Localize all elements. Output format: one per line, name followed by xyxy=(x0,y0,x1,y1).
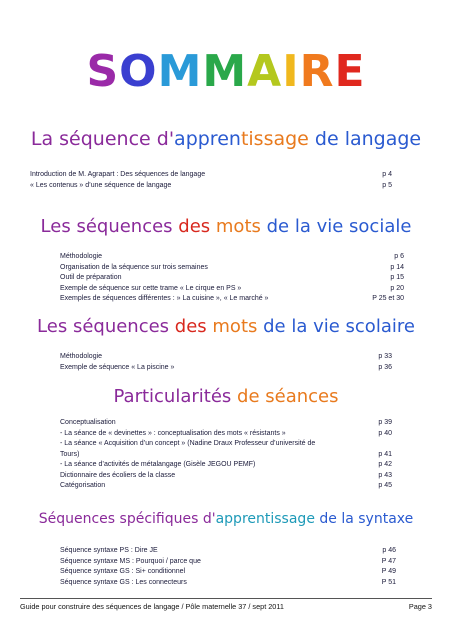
title-letter: M xyxy=(157,46,203,97)
toc-entry-title: Outil de préparation xyxy=(60,274,122,281)
toc-entry[interactable] xyxy=(60,263,404,274)
toc-entry[interactable] xyxy=(60,418,392,429)
toc-entry-page: p 43 xyxy=(378,471,392,479)
toc-entry-page: P 51 xyxy=(381,578,396,586)
heading-part: Particularités xyxy=(113,386,238,407)
toc-entry-title: Exemples de séquences différentes : » La cuisine », « Le marché » xyxy=(60,295,269,302)
section-heading-langage xyxy=(0,130,452,149)
toc-entry-page: p 36 xyxy=(378,363,392,371)
toc-section-vie-sociale xyxy=(60,252,404,305)
toc-entry-title: Exemple de séquence « La piscine » xyxy=(60,363,175,371)
heading-part: des xyxy=(174,316,213,337)
toc-entry-page: p 42 xyxy=(378,461,392,468)
toc-entry[interactable] xyxy=(60,471,392,482)
toc-entry-page: p 5 xyxy=(382,181,392,189)
toc-entry[interactable] xyxy=(60,460,392,471)
toc-entry[interactable] xyxy=(60,439,392,450)
toc-entry-page: p 4 xyxy=(382,171,392,178)
toc-entry-title: Exemple de séquence sur cette trame « Le cirque en PS » xyxy=(60,284,242,292)
toc-entry-title: - La séance de « devinettes » : conceptualisation des mots « résistants » xyxy=(60,429,286,437)
toc-entry[interactable] xyxy=(60,284,404,295)
toc-entry-page: p 33 xyxy=(378,353,392,360)
toc-entry[interactable] xyxy=(30,170,392,181)
toc-entry-title: « Les contenus » d’une séquence de langage xyxy=(30,181,172,189)
footer-text: Guide pour construire des séquences de langage / Pôle maternelle 37 / sept 2011 xyxy=(20,602,284,611)
toc-entry[interactable] xyxy=(60,578,396,589)
title-letter: S xyxy=(86,46,120,97)
toc-entry[interactable] xyxy=(60,352,392,363)
toc-entry[interactable] xyxy=(60,546,396,557)
heading-part: Séquences spécifiques d' xyxy=(38,511,216,527)
toc-entry-page: p 14 xyxy=(390,263,404,271)
toc-entry-page: p 20 xyxy=(390,284,404,292)
title-letter: E xyxy=(334,46,366,97)
heading-part: de séances xyxy=(237,386,339,407)
toc-section-syntaxe xyxy=(60,546,396,588)
heading-part: de la vie scolaire xyxy=(263,316,415,337)
toc-section-vie-scolaire xyxy=(60,352,392,373)
toc-entry[interactable] xyxy=(60,294,404,305)
toc-entry-title: Séquence syntaxe MS : Pourquoi / parce que xyxy=(60,557,201,565)
title-letter: O xyxy=(119,46,158,97)
toc-entry[interactable] xyxy=(60,363,392,374)
heading-part: Les xyxy=(37,316,73,337)
toc-entry-page: p 40 xyxy=(378,429,392,437)
toc-entry-title: - La séance d’activités de métalangage (Gisèle JEGOU PEMF) xyxy=(60,461,256,468)
heading-part: mots xyxy=(215,216,267,237)
title-letter: I xyxy=(282,46,300,97)
heading-part: de la syntaxe xyxy=(319,511,414,527)
toc-entry-title: Tours) xyxy=(60,450,80,458)
toc-entry-page: P 49 xyxy=(381,568,396,575)
heading-part: tissage xyxy=(240,128,309,150)
toc-entry[interactable] xyxy=(60,429,392,440)
toc-entry[interactable] xyxy=(30,181,392,192)
toc-entry[interactable] xyxy=(60,273,404,284)
page-footer xyxy=(20,598,432,611)
section-heading-syntaxe xyxy=(0,512,452,526)
toc-entry-title: Organisation de la séquence sur trois semaines xyxy=(60,263,208,271)
toc-entry-page: p 46 xyxy=(382,547,396,554)
toc-entry-page: p 39 xyxy=(378,419,392,426)
toc-entry-page: p 41 xyxy=(378,450,392,458)
toc-entry[interactable] xyxy=(60,557,396,568)
heading-part: des xyxy=(178,216,216,237)
toc-entry[interactable] xyxy=(60,567,396,578)
toc-entry-title: Catégorisation xyxy=(60,482,106,489)
section-heading-particularites xyxy=(0,388,452,406)
toc-entry-title: - La séance « Acquisition d’un concept » (Nadine Draux Professeur d’université de xyxy=(60,440,316,447)
toc-entry-page: p 15 xyxy=(390,274,404,281)
toc-entry-title: Séquence syntaxe GS : Les connecteurs xyxy=(60,578,187,586)
toc-entry-title: Méthodologie xyxy=(60,253,103,260)
toc-entry[interactable] xyxy=(60,481,392,492)
heading-part: de la vie sociale xyxy=(266,216,412,237)
heading-part: de langage xyxy=(308,128,422,150)
title-letter: R xyxy=(299,46,335,97)
toc-entry[interactable] xyxy=(60,252,404,263)
toc-entry-page: P 25 et 30 xyxy=(372,295,404,302)
section-heading-vie-sociale xyxy=(0,218,452,236)
toc-entry-title: Séquence syntaxe PS : Dire JE xyxy=(60,547,158,554)
toc-entry-page: P 47 xyxy=(381,557,396,565)
section-heading-vie-scolaire xyxy=(0,318,452,336)
toc-entry-title: Méthodologie xyxy=(60,353,103,360)
heading-part: appren xyxy=(174,128,241,150)
toc-entry-title: Introduction de M. Agrapart : Des séquences de langage xyxy=(30,171,206,178)
heading-part: mots xyxy=(212,316,264,337)
page-number: Page 3 xyxy=(408,602,432,611)
title-letter: M xyxy=(202,46,248,97)
toc-section-langage xyxy=(30,170,392,191)
toc-section-particularites xyxy=(60,418,392,492)
page-title xyxy=(0,46,452,97)
toc-entry-title: Conceptualisation xyxy=(60,419,116,426)
title-letter: A xyxy=(247,46,283,97)
toc-entry-page: p 45 xyxy=(378,482,392,489)
heading-part: apprentissage xyxy=(215,511,320,527)
toc-entry-page: p 6 xyxy=(394,253,404,260)
heading-part: Les xyxy=(40,216,77,237)
toc-entry-title: Dictionnaire des écoliers de la classe xyxy=(60,471,176,479)
toc-entry[interactable] xyxy=(60,450,392,461)
heading-part: séquences xyxy=(72,316,175,337)
toc-entry-title: Séquence syntaxe GS : Si+ conditionnel xyxy=(60,568,186,575)
heading-part: La séquence d' xyxy=(30,128,175,150)
heading-part: séquences xyxy=(76,216,179,237)
